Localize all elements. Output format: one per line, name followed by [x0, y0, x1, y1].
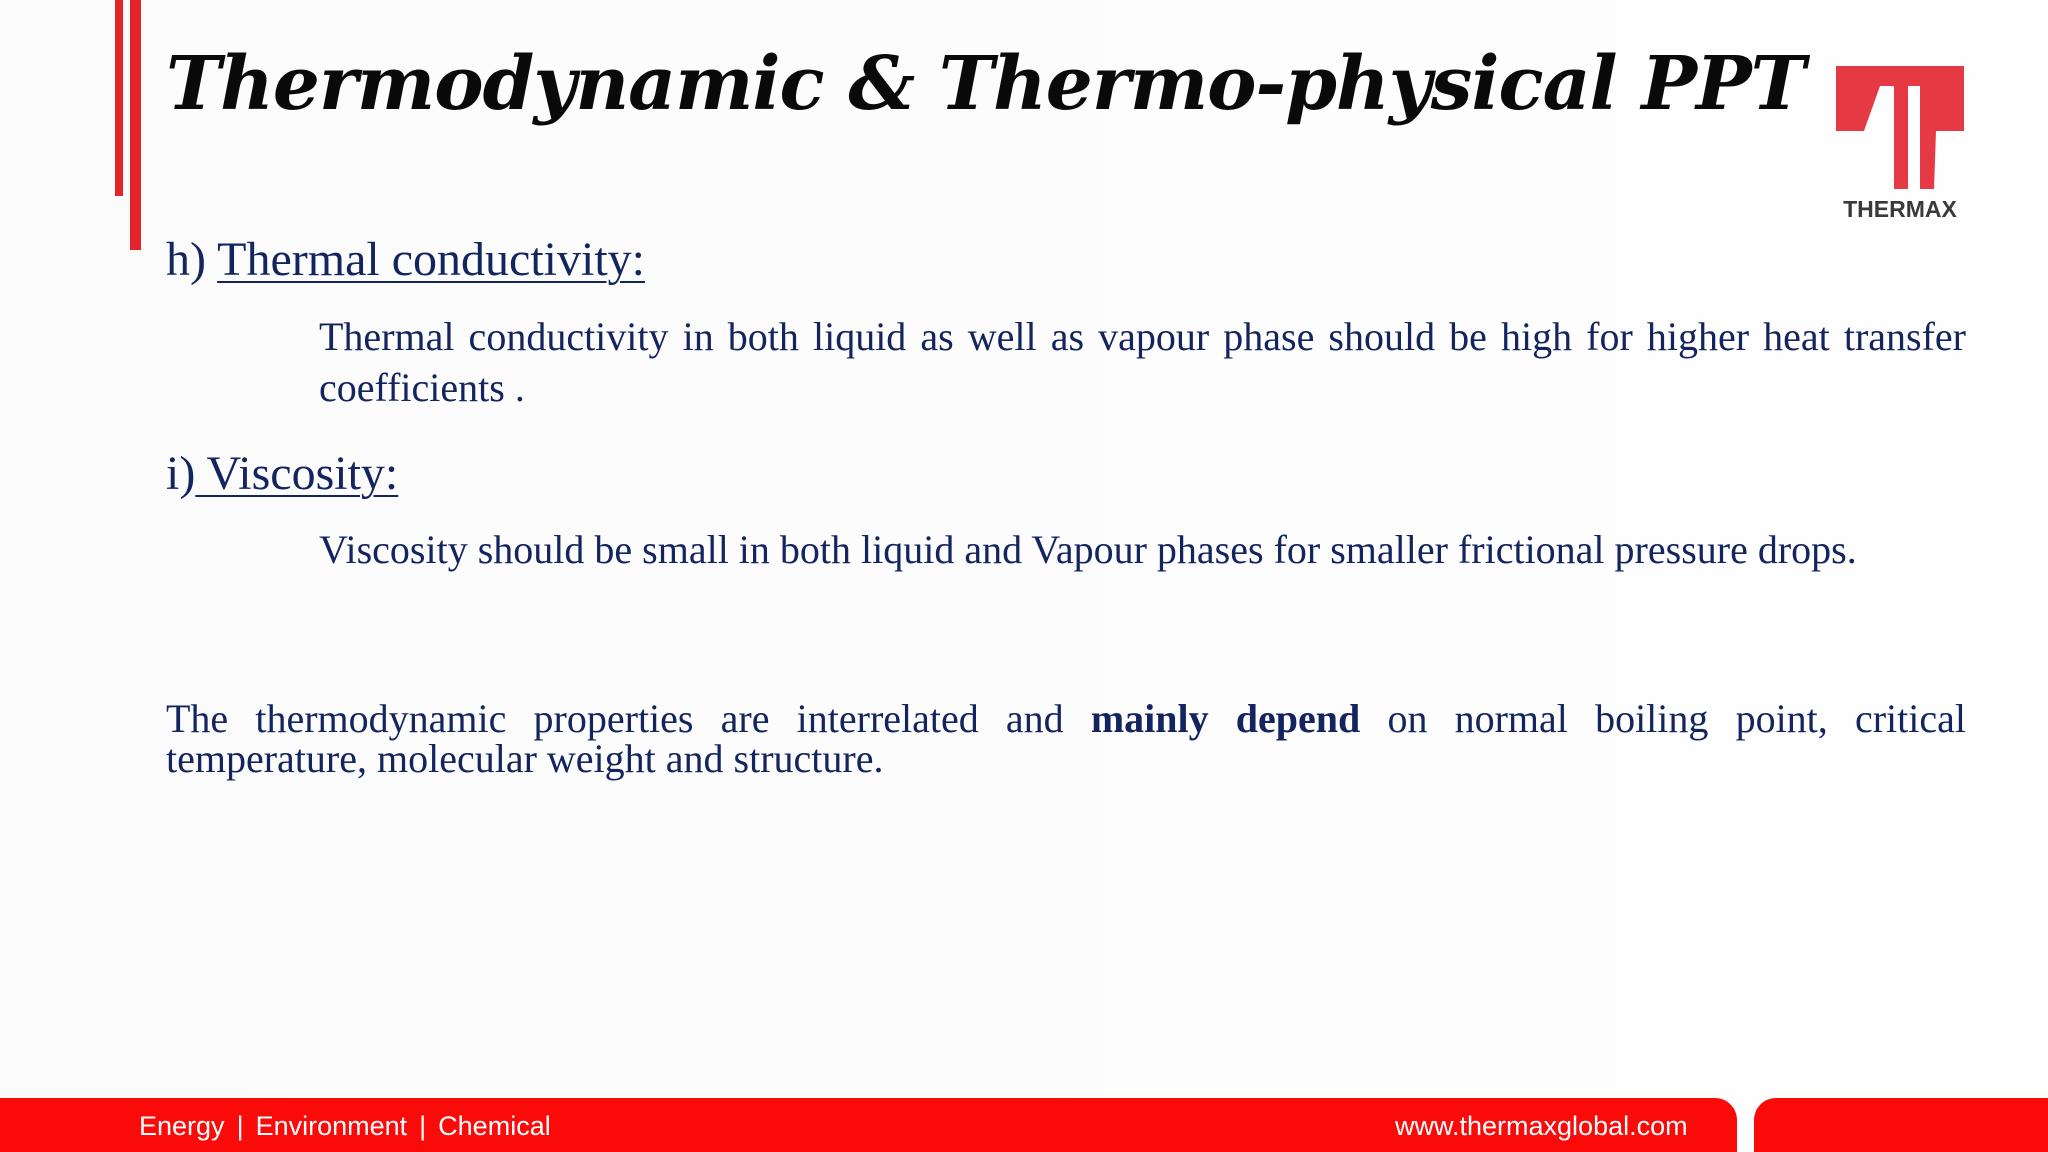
section-body-thermal-conductivity: Thermal conductivity in both liquid as well as vapour phase should be high for higher heat transfer coefficients .: [319, 314, 1966, 410]
section-marker: i): [166, 447, 196, 500]
summary-paragraph: [166, 696, 1966, 781]
section-heading-viscosity: [166, 444, 398, 504]
section-heading-thermal-conductivity: [166, 230, 645, 290]
footer-tag-chemical: Chemical: [438, 1111, 551, 1141]
summary-text-end: on normal boiling point, critical temperature, molecular weight and structure.: [166, 696, 1966, 781]
summary-text-start: The thermodynamic properties are interrelated and: [166, 696, 1091, 741]
footer-bar-right: [1754, 1098, 2048, 1152]
summary-emphasis: mainly depend: [1090, 696, 1361, 741]
footer-separator: |: [236, 1111, 244, 1141]
footer-tags: [139, 1109, 551, 1143]
accent-bar-thick: [130, 0, 141, 250]
section-body-viscosity: Viscosity should be small in both liquid and Vapour phases for smaller frictional pressure drops.: [319, 527, 1857, 572]
logo-wordmark: THERMAX: [1843, 196, 1957, 222]
footer-website-link[interactable]: www.thermaxglobal.com: [1395, 1111, 1688, 1141]
section-title: Viscosity:: [195, 447, 399, 500]
accent-bar-thin: [115, 0, 123, 196]
footer-separator: |: [419, 1111, 427, 1141]
section-marker: h): [166, 233, 206, 286]
slide-title: Thermodynamic & Thermo-physical PPT: [166, 41, 1805, 127]
section-title: Thermal conductivity:: [217, 233, 645, 286]
footer-tag-energy: Energy: [139, 1111, 225, 1141]
footer-tag-environment: Environment: [255, 1111, 408, 1141]
